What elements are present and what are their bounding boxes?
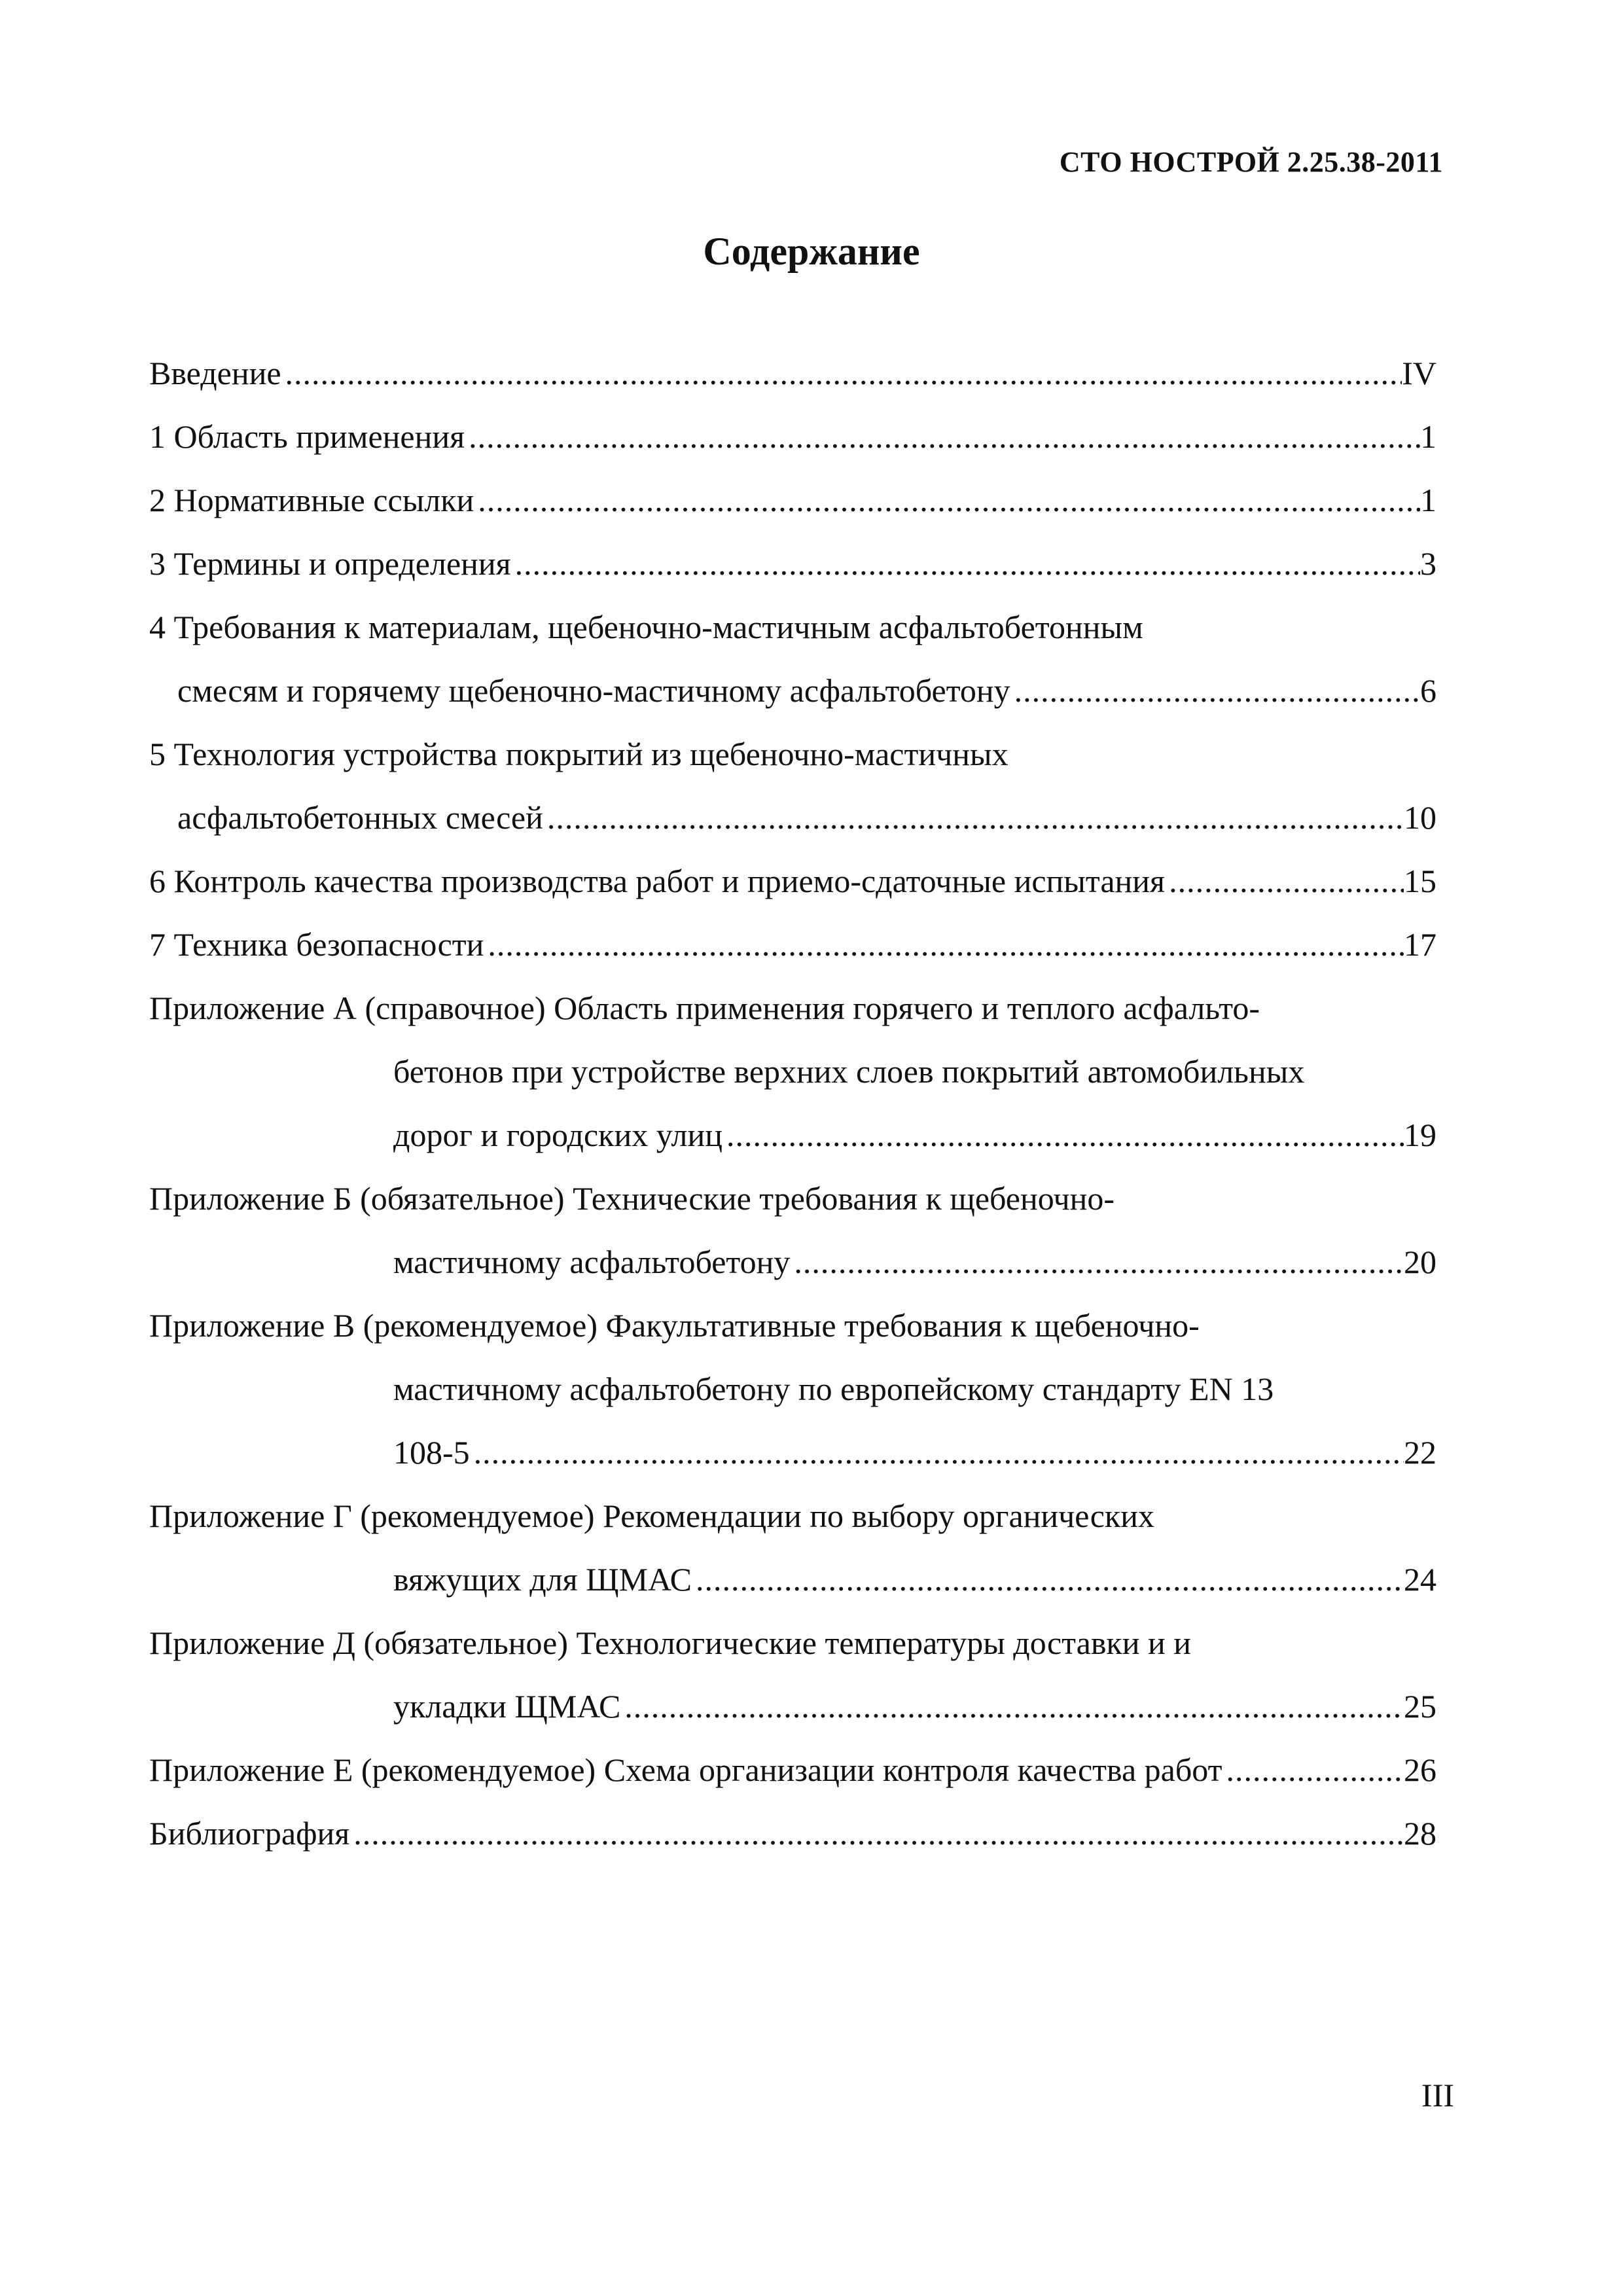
page-title: Содержание [703, 230, 920, 273]
toc-entry-appendix-e[interactable] [149, 1738, 1436, 1802]
toc-page-number: 17 [1404, 926, 1436, 963]
dot-leader [1165, 850, 1404, 913]
toc-entry-title-continued: смесям и горячему щебеночно-мастичному асфальтобетону [177, 672, 1010, 709]
toc-page-number: 15 [1404, 863, 1436, 899]
dot-leader [349, 1802, 1404, 1865]
toc-entry-section-1[interactable] [149, 405, 1436, 469]
page-number: III [1421, 2077, 1454, 2113]
toc-entry-appendix-d[interactable] [149, 1611, 1436, 1738]
dot-leader [543, 786, 1404, 850]
toc-entry-title-continued: бетонов при устройстве верхних слоев покрытий автомобильных [393, 1053, 1305, 1090]
toc-page-number: 28 [1404, 1815, 1436, 1852]
toc-page-number: 26 [1404, 1751, 1436, 1788]
toc-entry-title: Библиография [149, 1815, 350, 1852]
toc-entry-title-continued: 108-5 [393, 1434, 470, 1471]
toc-entry-title: Приложение Б (обязательное) Технические требования к щебеночно- [149, 1180, 1115, 1217]
dot-leader [722, 1103, 1404, 1167]
dot-leader [470, 1421, 1404, 1484]
dot-leader [692, 1548, 1404, 1611]
toc-page-number: 10 [1404, 799, 1436, 836]
toc-page-number: 1 [1420, 418, 1436, 455]
toc-entry-title-continued: мастичному асфальтобетону по европейскому стандарту EN 13 [393, 1371, 1274, 1407]
toc-entry-section-2[interactable] [149, 469, 1436, 532]
toc-entry-title: 6 Контроль качества производства работ и приемо-сдаточные испытания [149, 863, 1166, 899]
toc-entry-title: Приложение А (справочное) Область применения горячего и теплого асфальто- [149, 990, 1260, 1026]
toc-page-number: 1 [1420, 482, 1436, 518]
toc-entry-section-7[interactable] [149, 913, 1436, 977]
toc-page-number: IV [1402, 355, 1436, 391]
dot-leader [484, 913, 1404, 977]
toc-entry-title: 2 Нормативные ссылки [149, 482, 474, 518]
dot-leader [511, 532, 1420, 596]
toc-entry-section-5[interactable] [149, 723, 1436, 850]
dot-leader [1222, 1738, 1404, 1802]
toc-entry-section-6[interactable] [149, 850, 1436, 913]
dot-leader [465, 405, 1420, 469]
toc-entry-title: 1 Область применения [149, 418, 465, 455]
toc-entry-title-continued: мастичному асфальтобетону [393, 1244, 791, 1280]
toc-page-number: 6 [1420, 672, 1436, 709]
toc-entry-title: Приложение В (рекомендуемое) Факультативные требования к щебеночно- [149, 1307, 1200, 1344]
toc-entry-title: Приложение Е (рекомендуемое) Схема организации контроля качества работ [149, 1751, 1222, 1788]
toc-page-number: 25 [1404, 1688, 1436, 1725]
toc-page-number: 22 [1404, 1434, 1436, 1471]
toc-entry-title: 5 Технология устройства покрытий из щебеночно-мастичных [149, 736, 1008, 772]
toc-entry-title: Приложение Д (обязательное) Технологические температуры доставки и и [149, 1624, 1191, 1661]
dot-leader [1010, 659, 1420, 723]
toc-entry-bibliography[interactable] [149, 1802, 1436, 1865]
dot-leader [474, 469, 1420, 532]
toc-page-number: 19 [1404, 1117, 1436, 1153]
toc-entry-section-3[interactable] [149, 532, 1436, 596]
toc-entry-introduction[interactable] [149, 342, 1436, 405]
toc-entry-section-4[interactable] [149, 596, 1436, 723]
document-code: СТО НОСТРОЙ 2.25.38-2011 [1059, 146, 1443, 178]
table-of-contents [149, 342, 1436, 1865]
toc-entry-title-continued: дорог и городских улиц [393, 1117, 722, 1153]
toc-page-number: 20 [1404, 1244, 1436, 1280]
toc-entry-appendix-v[interactable] [149, 1294, 1436, 1484]
toc-entry-title: 7 Техника безопасности [149, 926, 484, 963]
toc-entry-title: 4 Требования к материалам, щебеночно-мастичным асфальтобетонным [149, 609, 1143, 645]
toc-entry-title-continued: асфальтобетонных смесей [177, 799, 543, 836]
toc-page-number: 3 [1420, 545, 1436, 582]
toc-entry-appendix-a[interactable] [149, 977, 1436, 1167]
toc-page-number: 24 [1404, 1561, 1436, 1598]
dot-leader [281, 342, 1402, 405]
dot-leader [620, 1675, 1404, 1738]
dot-leader [790, 1230, 1404, 1294]
toc-entry-title-continued: укладки ЩМАС [393, 1688, 621, 1725]
toc-entry-title: Введение [149, 355, 281, 391]
toc-entry-title: 3 Термины и определения [149, 545, 511, 582]
toc-entry-title: Приложение Г (рекомендуемое) Рекомендации по выбору органических [149, 1498, 1154, 1534]
toc-entry-appendix-b[interactable] [149, 1167, 1436, 1294]
toc-entry-title-continued: вяжущих для ЩМАС [393, 1561, 692, 1598]
toc-entry-appendix-g[interactable] [149, 1484, 1436, 1611]
